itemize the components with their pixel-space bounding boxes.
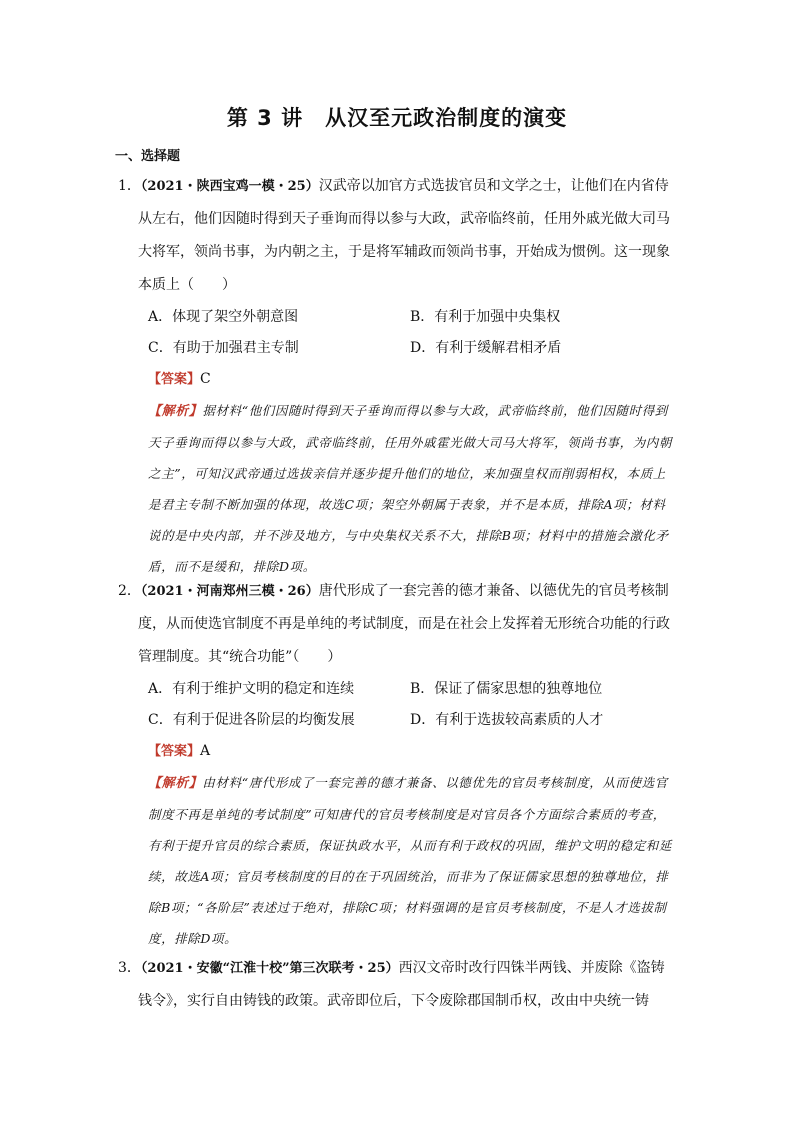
question-text: 唐代形成了一套完善的德才兼备、以德优先的官员考核制度，从而使选官制度不再是单纯的考试制度，而是在社会上发挥着无形统合功能的行政管理制度。其“统合功能”（ ）: [138, 583, 670, 665]
answer-tag: 【答案】: [148, 744, 201, 759]
question-stem: [118, 575, 678, 674]
question-number: 1．: [118, 178, 141, 194]
option-b: B．保证了儒家思想的独尊地位: [410, 681, 603, 697]
option-a: A．体现了架空外朝意图: [148, 309, 299, 325]
question-stem: [118, 170, 678, 302]
answer-value: C: [200, 371, 211, 387]
page-title: 第 3 讲 从汉至元政治制度的演变: [226, 106, 568, 130]
question-stem: [118, 952, 678, 1018]
section-heading: 一、选择题: [115, 149, 181, 164]
explanation-tag: 【解析】: [148, 404, 203, 419]
answer: [118, 364, 678, 395]
question-source: （2021・安徽“江淮十校”第三次联考・25）: [140, 961, 399, 976]
question-text: 西汉文帝时改行四铢半两钱、并废除《盗铸钱令》，实行自由铸钱的政策。武帝即位后，下令废除郡国制币权，改由中央统一铸: [138, 960, 665, 1009]
question-2: [118, 575, 678, 954]
question-number: 2．: [118, 583, 141, 599]
question-source: （2021・河南郑州三模・26）: [140, 584, 319, 599]
option-c: C．有利于促进各阶层的均衡发展: [148, 712, 355, 728]
options: [118, 302, 678, 364]
question-1: [118, 170, 678, 582]
explanation: [118, 395, 678, 582]
options: [118, 674, 678, 736]
explanation-tag: 【解析】: [148, 776, 203, 791]
option-a: A．有利于维护文明的稳定和连续: [148, 681, 355, 697]
option-b: B．有利于加强中央集权: [410, 309, 561, 325]
question-number: 3．: [118, 960, 141, 976]
question-3: [118, 952, 678, 1018]
explanation-text: 由材料“唐代形成了一套完善的德才兼备、以德优先的官员考核制度，从而使选官制度不再是单纯的考试制度”可知唐代的官员考核制度是对官员各个方面综合素质的考查，有利于提升官员的综合素质，保证执政水平，从而有利于政权的巩固，维护文明的稳定和延续，故选A项；官员考核制度的目的在于巩固统治，而非为了保证儒家思想的独尊地位，排除B项；“各阶层”表述过于绝对，排除C项；材料强调的是官员考核制度，不是人才选拔制度，排除D项。: [148, 775, 673, 946]
option-d: D．有利于缓解君相矛盾: [410, 340, 562, 356]
answer: [118, 736, 678, 767]
option-c: C．有助于加强君主专制: [148, 340, 299, 356]
answer-value: A: [200, 743, 211, 759]
explanation: [118, 767, 678, 954]
answer-tag: 【答案】: [148, 372, 201, 387]
question-text: 汉武帝以加官方式选拔官员和文学之士，让他们在内省侍从左右，他们因随时得到天子垂询而得以参与大政，武帝临终前，任用外戚光做大司马大将军，领尚书事，为内朝之主，于是将军辅政而领尚书事，开始成为惯例。这一现象本质上（ ）: [138, 178, 670, 293]
option-d: D．有利于选拔较高素质的人才: [410, 712, 604, 728]
explanation-text: 据材料“他们因随时得到天子垂询而得以参与大政，武帝临终前，他们因随时得到天子垂询而得以参与大政，武帝临终前，任用外戚霍光做大司马大将军，领尚书事，为内朝之主”，可知汉武帝通过选拔亲信并逐步提升他们的地位，来加强皇权而削弱相权，本质上是君主专制不断加强的体现，故选C项；架空外朝属于表象，并不是本质，排除A项；材料说的是中央内部，并不涉及地方，与中央集权关系不大，排除B项；材料中的措施会激化矛盾，而不是缓和，排除D项。: [148, 403, 673, 574]
question-source: （2021・陕西宝鸡一模・25）: [140, 179, 319, 194]
